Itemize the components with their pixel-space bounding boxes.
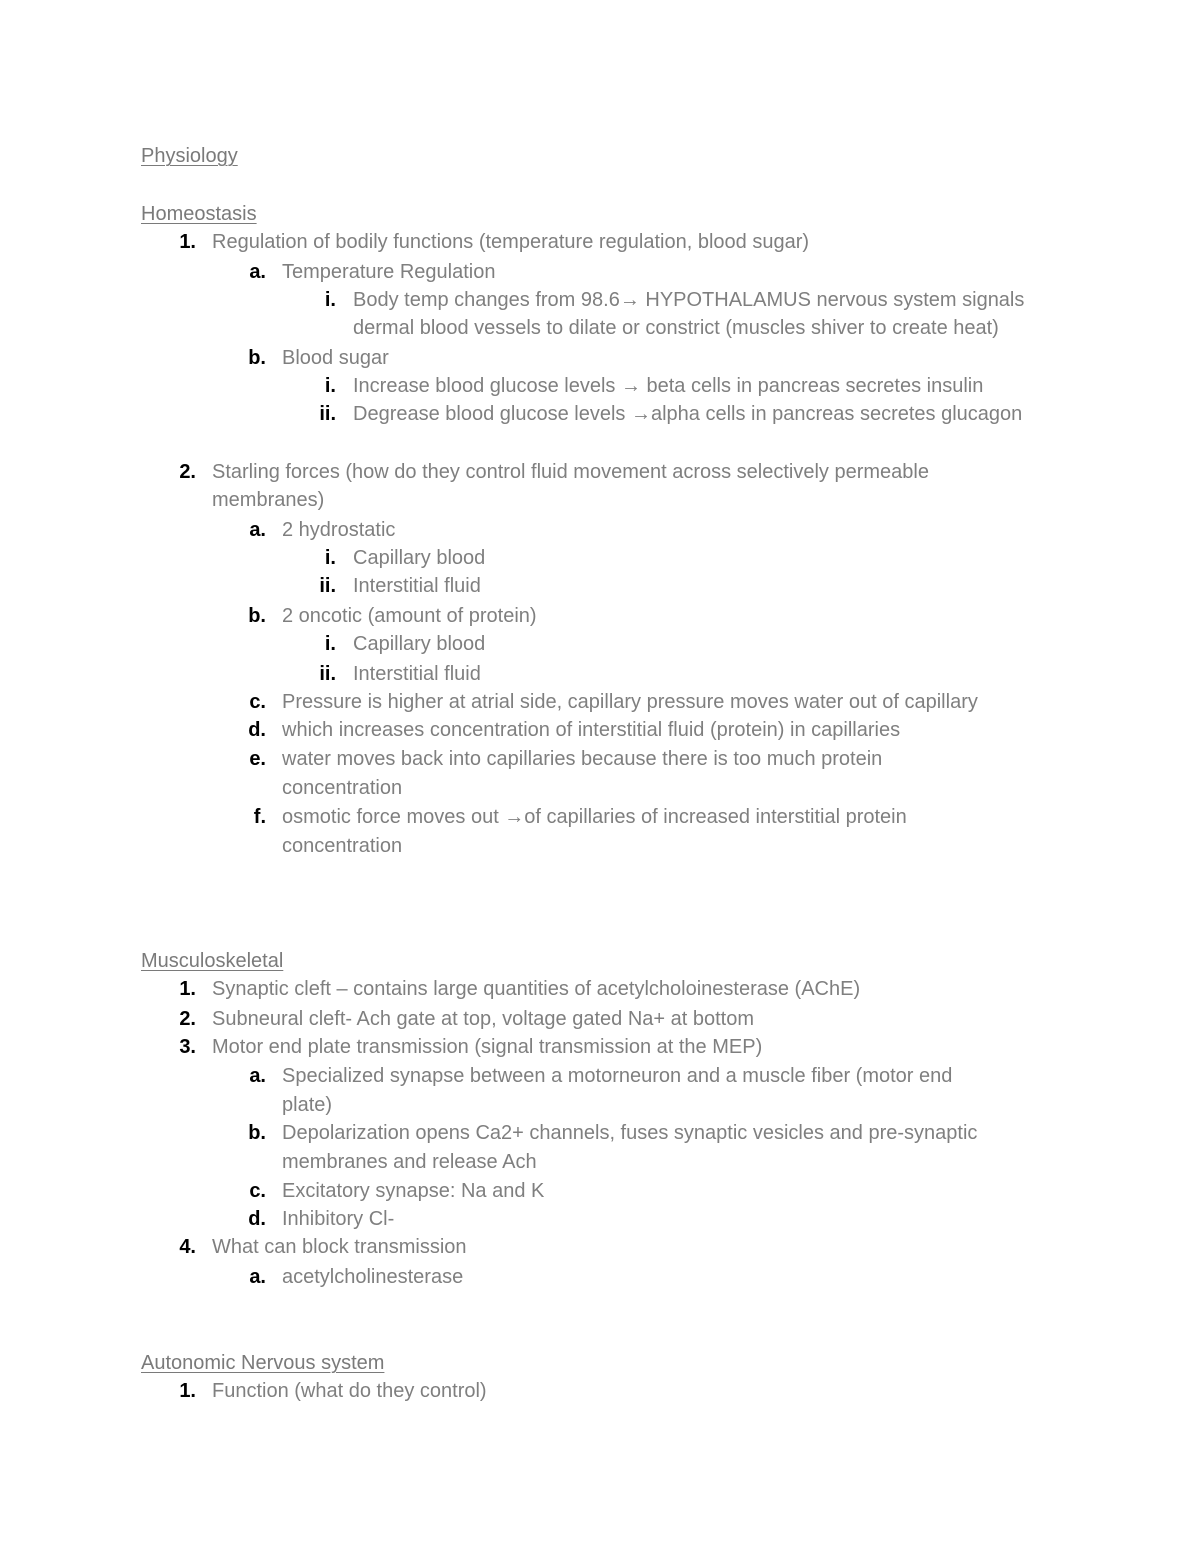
list-item: water moves back into capillaries because there is too much protein (282, 748, 883, 770)
list-marker: b. (248, 1122, 266, 1144)
list-marker: d. (248, 719, 266, 741)
list-marker: i. (324, 289, 336, 311)
list-item: which increases concentration of interstitial fluid (protein) in capillaries (282, 719, 901, 741)
list-item: Specialized synapse between a motorneuron and a muscle fiber (motor end (282, 1065, 953, 1087)
list-marker: 2. (179, 461, 196, 483)
list-marker: c. (249, 1180, 266, 1202)
list-item: Regulation of bodily functions (temperature regulation, blood sugar) (212, 231, 810, 253)
list-item: Capillary blood (353, 547, 486, 569)
list-item: Depolarization opens Ca2+ channels, fuses synaptic vesicles and pre-synaptic (282, 1122, 978, 1144)
list-item: Degrease blood glucose levels →alpha cells in pancreas secretes glucagon (353, 403, 1023, 425)
list-marker: 1. (179, 231, 196, 253)
list-item: Interstitial fluid (353, 663, 481, 685)
list-item: Function (what do they control) (212, 1380, 487, 1402)
list-item: Inhibitory Cl- (282, 1208, 395, 1230)
list-item-continuation: dermal blood vessels to dilate or constrict (muscles shiver to create heat) (353, 317, 999, 339)
list-item: Interstitial fluid (353, 575, 481, 597)
section-heading-homeostasis: Homeostasis (141, 203, 257, 225)
list-marker: i. (324, 375, 336, 397)
list-marker: 3. (179, 1036, 196, 1058)
list-item: acetylcholinesterase (282, 1266, 464, 1288)
list-item: Temperature Regulation (282, 261, 496, 283)
document-title: Physiology (141, 145, 238, 167)
list-marker: a. (249, 519, 266, 541)
list-marker: ii. (319, 663, 336, 685)
section-heading-autonomic: Autonomic Nervous system (141, 1352, 385, 1374)
list-item: Blood sugar (282, 347, 389, 369)
list-marker: ii. (319, 403, 336, 425)
list-item: Synaptic cleft – contains large quantities of acetylcholoinesterase (AChE) (212, 978, 861, 1000)
list-marker: a. (249, 261, 266, 283)
list-marker: 1. (179, 978, 196, 1000)
list-marker: e. (249, 748, 266, 770)
list-item: Motor end plate transmission (signal transmission at the MEP) (212, 1036, 763, 1058)
list-item-continuation: plate) (282, 1094, 333, 1116)
list-item: Increase blood glucose levels → beta cells in pancreas secretes insulin (353, 375, 984, 397)
list-item: Excitatory synapse: Na and K (282, 1180, 545, 1202)
list-marker: d. (248, 1208, 266, 1230)
list-marker: f. (253, 806, 266, 828)
list-item-continuation: membranes) (212, 489, 325, 511)
list-item: osmotic force moves out →of capillaries of increased interstitial protein (282, 806, 907, 828)
list-marker: 4. (179, 1236, 196, 1258)
list-item: 2 hydrostatic (282, 519, 396, 541)
list-item-continuation: concentration (282, 835, 403, 857)
list-marker: b. (248, 347, 266, 369)
list-marker: ii. (319, 575, 336, 597)
list-marker: 1. (179, 1380, 196, 1402)
list-item-continuation: concentration (282, 777, 403, 799)
list-item-continuation: membranes and release Ach (282, 1151, 537, 1173)
list-marker: b. (248, 605, 266, 627)
list-item: Subneural cleft- Ach gate at top, voltage gated Na+ at bottom (212, 1008, 755, 1030)
list-item: Starling forces (how do they control fluid movement across selectively permeable (212, 461, 929, 483)
list-marker: a. (249, 1266, 266, 1288)
list-marker: 2. (179, 1008, 196, 1030)
list-item: 2 oncotic (amount of protein) (282, 605, 537, 627)
list-item: Capillary blood (353, 633, 486, 655)
list-marker: i. (324, 633, 336, 655)
list-item: Pressure is higher at atrial side, capillary pressure moves water out of capillary (282, 691, 978, 713)
list-item: What can block transmission (212, 1236, 467, 1258)
list-marker: c. (249, 691, 266, 713)
list-marker: a. (249, 1065, 266, 1087)
section-heading-musculoskeletal: Musculoskeletal (141, 950, 284, 972)
list-marker: i. (324, 547, 336, 569)
list-item: Body temp changes from 98.6→ HYPOTHALAMUS nervous system signals (353, 289, 1025, 311)
